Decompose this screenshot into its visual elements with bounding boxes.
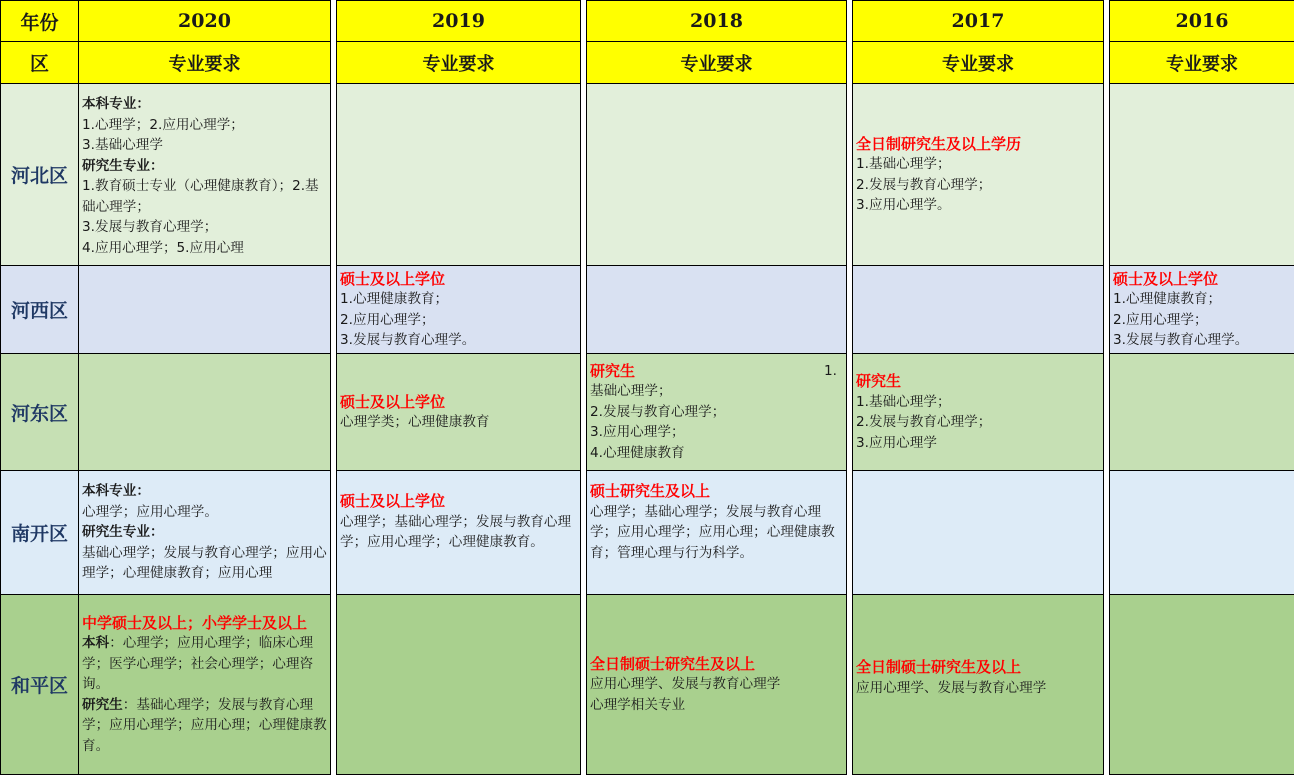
cell-line: 研究生专业： (82, 156, 327, 177)
cell-line: 3.应用心理学； (590, 422, 843, 443)
requirement-header-2016: 专业要求 (1110, 42, 1294, 84)
cell-line: 3.发展与教育心理学； (82, 217, 327, 238)
cell-title: 全日制硕士研究生及以上 (856, 657, 1100, 678)
cell-title: 研究生 (856, 371, 1100, 392)
cell-line: 应用心理学、发展与教育心理学 (590, 674, 843, 695)
cell-line-text: ：心理学；应用心理学；临床心理学；医学心理学；社会心理学；心理咨询。 (82, 635, 313, 692)
cell-line: 3.应用心理学 (856, 433, 1100, 454)
cell-hebei-2020 (79, 84, 331, 266)
cell-line: 2.发展与教育心理学； (856, 412, 1100, 433)
district-name: 河东区 (1, 354, 79, 471)
cell-title: 全日制硕士研究生及以上 (590, 654, 843, 675)
cell-line: 本科专业： (82, 481, 327, 502)
cell-line: 基础心理学； (590, 381, 843, 402)
cell-line: 应用心理学、发展与教育心理学 (856, 678, 1100, 699)
cell-title: 研究生 (590, 361, 635, 382)
year-2016-header: 2016 (1110, 1, 1294, 42)
cell-hebei-2017 (853, 84, 1104, 266)
table-row-hebei (1, 84, 1294, 266)
year-header-row (1, 1, 1294, 42)
cell-nankai-2018 (587, 471, 847, 595)
requirement-header-2020: 专业要求 (79, 42, 331, 84)
cell-line (82, 633, 327, 695)
cell-line: 心理学相关专业 (590, 695, 843, 716)
cell-nankai-2017 (853, 471, 1104, 595)
cell-line: 3.发展与教育心理学。 (1113, 330, 1291, 351)
cell-hedong-2016 (1110, 354, 1294, 471)
cell-line: 心理学；应用心理学。 (82, 502, 327, 523)
cell-line: 基础心理学；发展与教育心理学；应用心理学；心理健康教育；应用心理 (82, 543, 327, 584)
cell-number: 1. (824, 361, 843, 382)
district-name: 河西区 (1, 266, 79, 354)
cell-heping-2018 (587, 595, 847, 775)
cell-line: 本科专业： (82, 94, 327, 115)
cell-line-label: 研究生 (82, 697, 123, 713)
requirement-header-2017: 专业要求 (853, 42, 1104, 84)
cell-line: 心理学；基础心理学；发展与教育心理学；应用心理学；心理健康教育。 (340, 512, 577, 553)
cell-hexi-2020 (79, 266, 331, 354)
cell-line: 4.应用心理学；5.应用心理 (82, 238, 327, 259)
cell-line: 1.心理学；2.应用心理学； (82, 115, 327, 136)
year-2019-header: 2019 (337, 1, 581, 42)
cell-title: 硕士及以上学位 (340, 269, 577, 290)
cell-title: 全日制研究生及以上学历 (856, 134, 1100, 155)
cell-nankai-2019 (337, 471, 581, 595)
cell-title: 硕士研究生及以上 (590, 481, 843, 502)
cell-line: 1.教育硕士专业（心理健康教育）；2.基础心理学； (82, 176, 327, 217)
district-name: 和平区 (1, 595, 79, 775)
district-name: 河北区 (1, 84, 79, 266)
cell-hedong-2020 (79, 354, 331, 471)
cell-hexi-2017 (853, 266, 1104, 354)
cell-hebei-2016 (1110, 84, 1294, 266)
cell-title: 硕士及以上学位 (340, 392, 577, 413)
cell-heping-2016 (1110, 595, 1294, 775)
cell-line: 4.心理健康教育 (590, 443, 843, 464)
subheader-row (1, 42, 1294, 84)
district-label: 区 (1, 42, 79, 84)
cell-nankai-2016 (1110, 471, 1294, 595)
cell-hedong-2017 (853, 354, 1104, 471)
cell-title-row (590, 361, 843, 382)
cell-line: 研究生专业： (82, 522, 327, 543)
requirement-header-2019: 专业要求 (337, 42, 581, 84)
district-name: 南开区 (1, 471, 79, 595)
table-row-nankai (1, 471, 1294, 595)
cell-hexi-2016 (1110, 266, 1294, 354)
cell-hexi-2018 (587, 266, 847, 354)
cell-line-text: ：基础心理学；发展与教育心理学；应用心理学；应用心理；心理健康教育。 (82, 697, 327, 754)
cell-line: 1.心理健康教育； (340, 289, 577, 310)
requirement-header-2018: 专业要求 (587, 42, 847, 84)
cell-line: 心理学；基础心理学；发展与教育心理学；应用心理学；应用心理；心理健康教育；管理心理与行为科学。 (590, 502, 843, 564)
table-row-heping (1, 595, 1294, 775)
cell-line: 3.发展与教育心理学。 (340, 330, 577, 351)
cell-line: 心理学类；心理健康教育 (340, 412, 577, 433)
cell-heping-2019 (337, 595, 581, 775)
cell-hexi-2019 (337, 266, 581, 354)
cell-line: 3.应用心理学。 (856, 195, 1100, 216)
cell-line: 1.基础心理学； (856, 392, 1100, 413)
cell-hedong-2018 (587, 354, 847, 471)
cell-line: 3.基础心理学 (82, 135, 327, 156)
cell-line: 2.应用心理学； (340, 310, 577, 331)
cell-nankai-2020 (79, 471, 331, 595)
cell-line (82, 695, 327, 757)
cell-title: 中学硕士及以上；小学学士及以上 (82, 613, 327, 634)
cell-line: 1.心理健康教育； (1113, 289, 1291, 310)
year-2020-header: 2020 (79, 1, 331, 42)
cell-hebei-2018 (587, 84, 847, 266)
cell-hebei-2019 (337, 84, 581, 266)
cell-heping-2017 (853, 595, 1104, 775)
year-2018-header: 2018 (587, 1, 847, 42)
year-2017-header: 2017 (853, 1, 1104, 42)
cell-hedong-2019 (337, 354, 581, 471)
year-label: 年份 (1, 1, 79, 42)
cell-line: 2.发展与教育心理学； (590, 402, 843, 423)
cell-title: 硕士及以上学位 (340, 491, 577, 512)
table-row-hexi (1, 266, 1294, 354)
table-row-hedong (1, 354, 1294, 471)
cell-line: 2.发展与教育心理学； (856, 175, 1100, 196)
cell-line-label: 本科 (82, 635, 109, 651)
cell-line: 1.基础心理学； (856, 154, 1100, 175)
cell-line: 2.应用心理学； (1113, 310, 1291, 331)
cell-heping-2020 (79, 595, 331, 775)
cell-title: 硕士及以上学位 (1113, 269, 1291, 290)
